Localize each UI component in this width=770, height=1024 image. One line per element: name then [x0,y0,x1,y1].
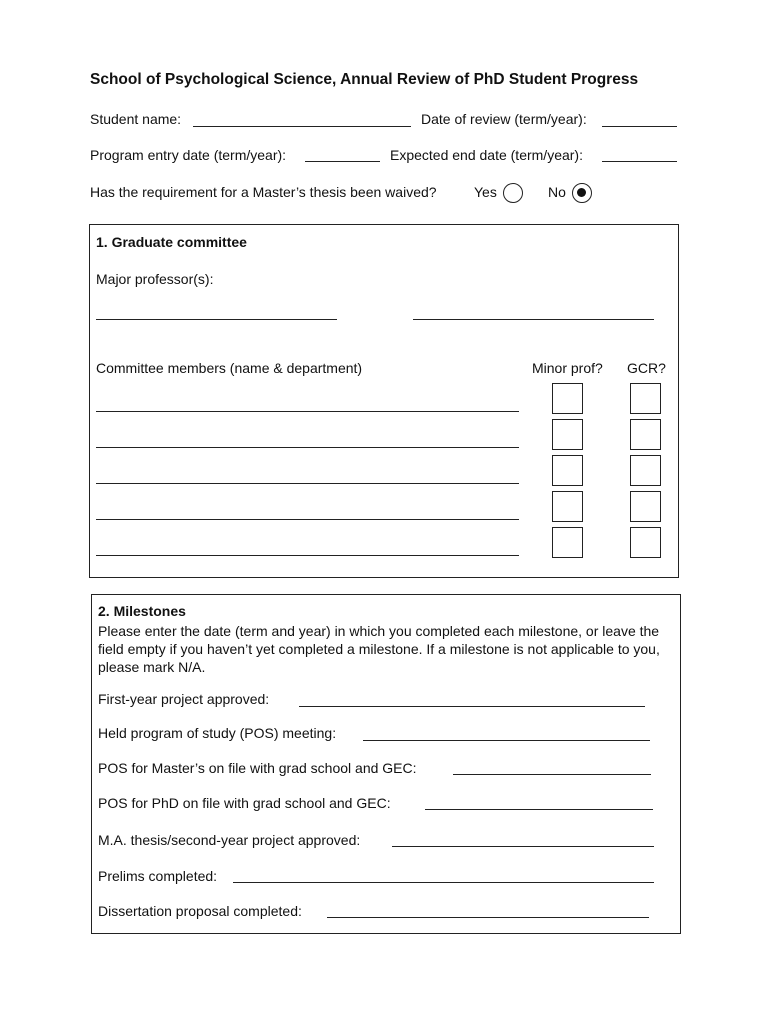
waiver-no-radio[interactable] [572,183,592,203]
pos-phd-field[interactable] [425,809,653,810]
no-label: No [548,184,566,200]
milestones-instructions: Please enter the date (term and year) in which you completed each milestone, or leave the field empty if you haven’t yet completed a milestone. If a milestone is not applicable to you, please mark N/A. [98,623,660,675]
date-of-review-field[interactable] [602,126,677,127]
minor-prof-checkbox[interactable] [552,383,583,414]
committee-member-field[interactable] [96,519,519,520]
gcr-checkbox[interactable] [630,419,661,450]
gcr-checkbox[interactable] [630,383,661,414]
major-professor-label: Major professor(s): [96,271,214,287]
milestone-label: POS for Master’s on file with grad school and GEC: [98,760,417,776]
yes-label: Yes [474,184,497,200]
first-year-project-field[interactable] [299,706,645,707]
student-name-field[interactable] [193,126,411,127]
section-1-heading: 1. Graduate committee [96,234,247,250]
committee-member-field[interactable] [96,555,519,556]
milestone-label: Held program of study (POS) meeting: [98,725,337,741]
committee-members-label: Committee members (name & department) [96,360,363,376]
minor-prof-checkbox[interactable] [552,527,583,558]
gcr-checkbox[interactable] [630,527,661,558]
section-2-heading: 2. Milestones [98,603,186,619]
pos-meeting-field[interactable] [363,740,650,741]
milestone-label: M.A. thesis/second-year project approved: [98,832,361,848]
gcr-checkbox[interactable] [630,491,661,522]
milestone-label: Dissertation proposal completed: [98,903,302,919]
milestones-section [91,594,681,934]
major-professor-field-1[interactable] [96,319,337,320]
committee-member-field[interactable] [96,483,519,484]
prelims-field[interactable] [233,882,654,883]
milestone-label: Prelims completed: [98,868,218,884]
major-professor-field-2[interactable] [413,319,654,320]
waiver-yes-radio[interactable] [503,183,523,203]
minor-prof-checkbox[interactable] [552,419,583,450]
minor-prof-checkbox[interactable] [552,491,583,522]
student-name-label: Student name: [90,111,182,127]
minor-prof-label: Minor prof? [532,360,603,376]
program-entry-date-label: Program entry date (term/year): [90,147,287,163]
gcr-checkbox[interactable] [630,455,661,486]
committee-member-field[interactable] [96,411,519,412]
date-of-review-label: Date of review (term/year): [421,111,587,127]
dissertation-proposal-field[interactable] [327,917,649,918]
expected-end-date-field[interactable] [602,161,677,162]
minor-prof-checkbox[interactable] [552,455,583,486]
page-title: School of Psychological Science, Annual Review of PhD Student Progress [90,71,639,88]
pos-masters-field[interactable] [453,774,651,775]
graduate-committee-section [89,224,679,578]
waiver-question: Has the requirement for a Master’s thesis been waived? [90,184,437,200]
milestone-label: POS for PhD on file with grad school and GEC: [98,795,391,811]
ma-thesis-field[interactable] [392,846,654,847]
milestone-label: First-year project approved: [98,691,270,707]
expected-end-date-label: Expected end date (term/year): [390,147,583,163]
program-entry-date-field[interactable] [305,161,380,162]
committee-member-field[interactable] [96,447,519,448]
gcr-label: GCR? [627,360,666,376]
